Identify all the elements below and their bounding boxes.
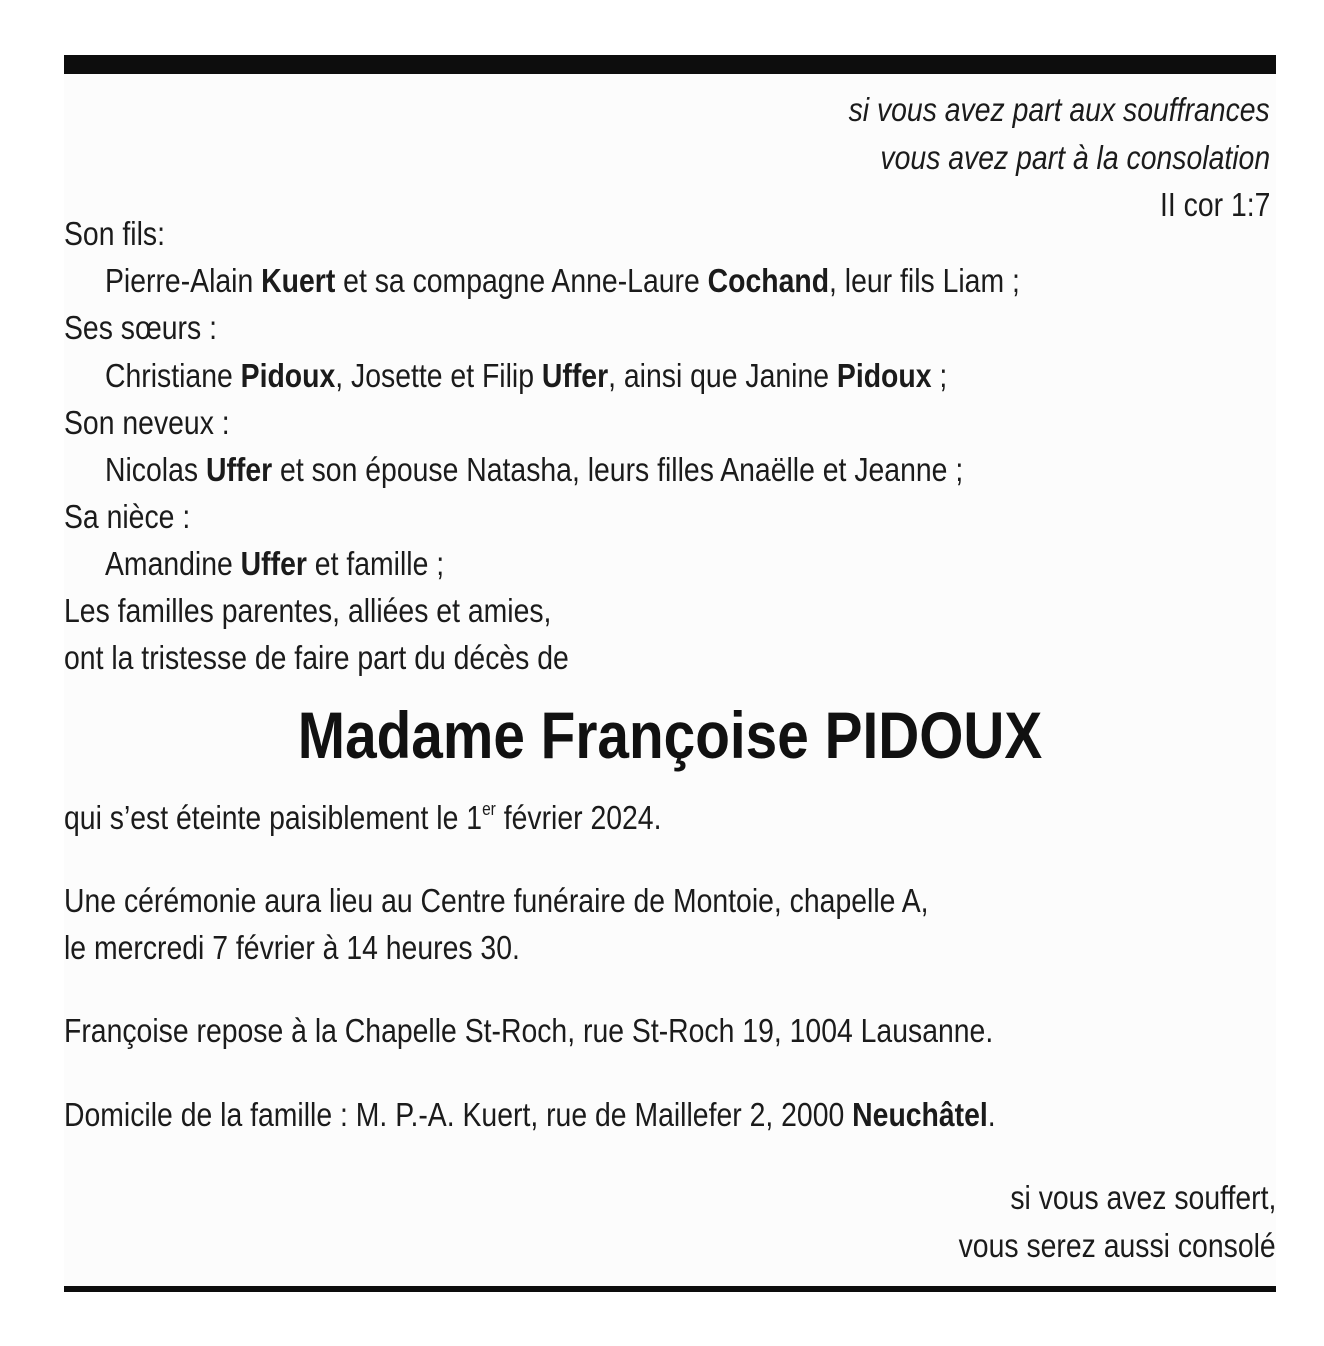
epigraph-line-1: si vous avez part aux souffrances (848, 91, 1270, 128)
relatives-line: Les familles parentes, alliées et amies, (64, 592, 552, 629)
ceremony-line-1: Une cérémonie aura lieu au Centre funéraire de Montoie, chapelle A, (64, 882, 929, 919)
sisters-label: Ses sœurs : (64, 309, 217, 346)
niece-entry: Amandine Uffer et famille ; (105, 545, 445, 582)
obituary-notice (64, 55, 1276, 1292)
sisters-entry: Christiane Pidoux, Josette et Filip Uffer, ainsi que Janine Pidoux ; (105, 357, 948, 394)
closing-line-2: vous serez aussi consolé (958, 1227, 1276, 1264)
death-date-line: qui s’est éteinte paisiblement le 1er février 2024. (64, 799, 662, 836)
closing-line-1: si vous avez souffert, (1009, 1179, 1276, 1216)
nephew-entry: Nicolas Uffer et son épouse Natasha, leurs filles Anaëlle et Jeanne ; (105, 451, 964, 488)
rest-place-line: Françoise repose à la Chapelle St-Roch, rue St-Roch 19, 1004 Lausanne. (64, 1012, 994, 1049)
son-entry: Pierre-Alain Kuert et sa compagne Anne-Laure Cochand, leur fils Liam ; (105, 262, 1020, 299)
epigraph-line-2: vous avez part à la consolation (880, 139, 1270, 176)
announcement-line: ont la tristesse de faire part du décès de (64, 639, 569, 676)
deceased-name: Madame Françoise PIDOUX (297, 698, 1043, 772)
ceremony-line-2: le mercredi 7 février à 14 heures 30. (64, 929, 520, 966)
epigraph-reference: II cor 1:7 (1159, 186, 1270, 223)
niece-label: Sa nièce : (64, 498, 191, 535)
domicile-line: Domicile de la famille : M. P.-A. Kuert, rue de Maillefer 2, 2000 Neuchâtel. (64, 1096, 996, 1133)
son-label: Son fils: (64, 215, 165, 252)
bottom-rule (64, 1286, 1276, 1292)
top-rule (64, 55, 1276, 74)
nephew-label: Son neveux : (64, 404, 230, 441)
